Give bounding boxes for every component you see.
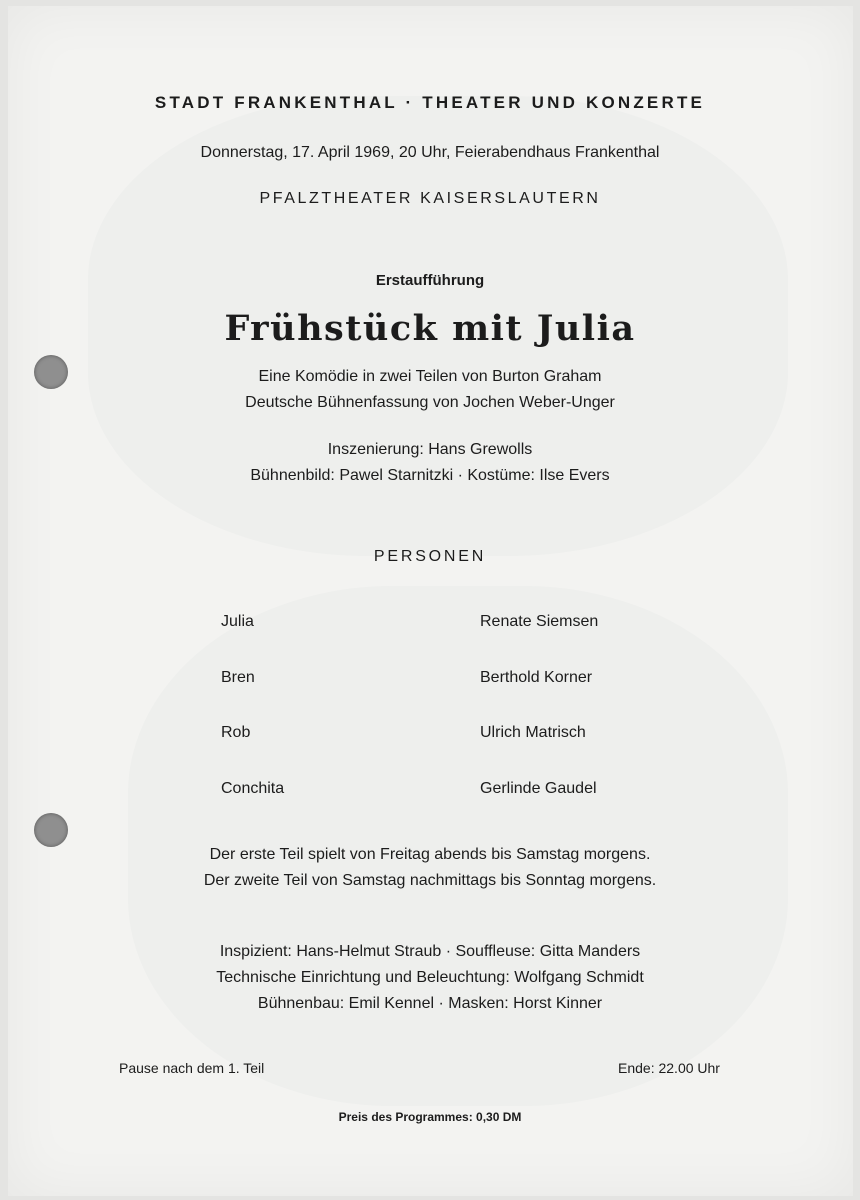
punch-hole-bottom: [34, 813, 68, 847]
program-page: [8, 6, 853, 1196]
direction-credit: Inszenierung: Hans Grewolls: [327, 441, 533, 458]
cast-actor: Berthold Korner: [480, 669, 593, 686]
cast-heading: PERSONEN: [373, 548, 487, 565]
part-two-note: Der zweite Teil von Samstag nachmittags bis Sonntag morgens.: [203, 872, 657, 889]
crew-credit: Inspizient: Hans-Helmut Straub · Souffleuse: Gitta Manders: [219, 943, 641, 960]
play-subtitle: Eine Komödie in zwei Teilen von Burton Graham: [258, 368, 602, 385]
cast-actor: Renate Siemsen: [480, 613, 599, 630]
design-credit: Bühnenbild: Pawel Starnitzki · Kostüme: Ilse Evers: [250, 467, 610, 484]
performance-date: Donnerstag, 17. April 1969, 20 Uhr, Feierabendhaus Frankenthal: [200, 144, 660, 161]
crew-credit: Technische Einrichtung und Beleuchtung: Wolfgang Schmidt: [216, 969, 644, 986]
cast-role: Rob: [221, 724, 251, 741]
intermission-note: Pause nach dem 1. Teil: [119, 1060, 265, 1076]
play-title: Frühstück mit Julia: [224, 308, 636, 349]
cast-role: Bren: [221, 669, 255, 686]
program-price: Preis des Programmes: 0,30 DM: [338, 1110, 522, 1124]
crew-credit: Bühnenbau: Emil Kennel · Masken: Horst Kinner: [257, 995, 603, 1012]
end-time: Ende: 22.00 Uhr: [618, 1060, 720, 1076]
theatre-company: PFALZTHEATER KAISERSLAUTERN: [259, 190, 601, 207]
header-title: STADT FRANKENTHAL · THEATER UND KONZERTE: [154, 93, 706, 112]
cast-role: Julia: [221, 613, 254, 630]
cast-role: Conchita: [221, 780, 285, 797]
cast-actor: Ulrich Matrisch: [480, 724, 586, 741]
adaptation-credit: Deutsche Bühnenfassung von Jochen Weber-Unger: [245, 394, 615, 411]
part-one-note: Der erste Teil spielt von Freitag abends bis Samstag morgens.: [209, 846, 651, 863]
premiere-label: Erstaufführung: [375, 272, 485, 289]
cast-actor: Gerlinde Gaudel: [480, 780, 597, 797]
